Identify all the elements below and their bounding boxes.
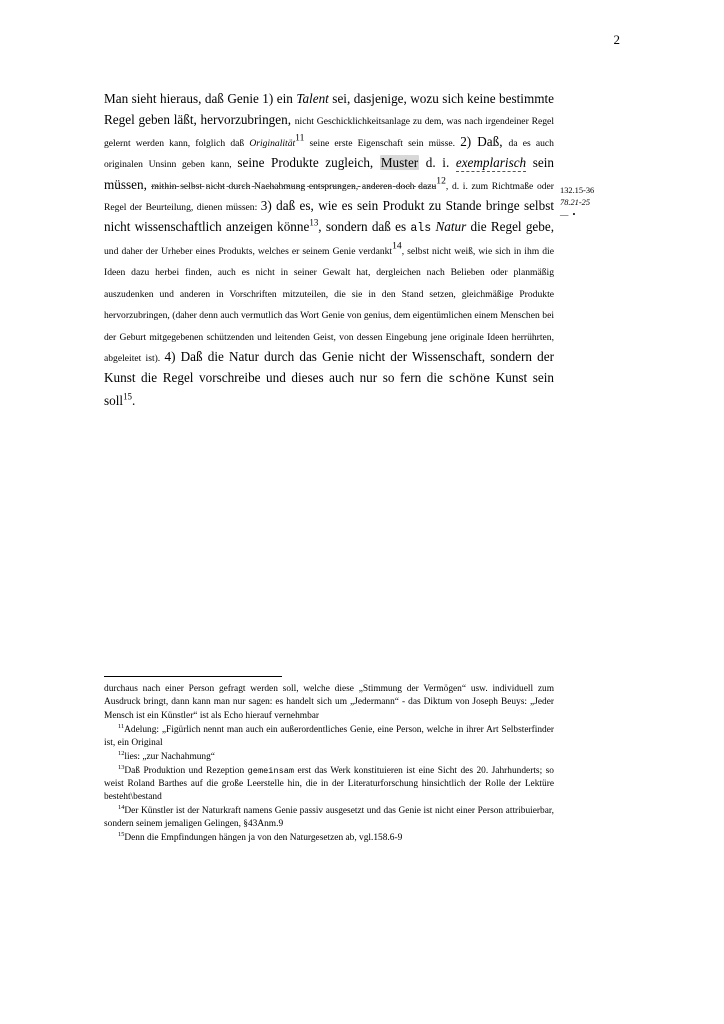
footnote-item: durchaus nach einer Person gefragt werden soll, welche diese „Stimmung der Vermögen“ usw. individuell zum Ausdruck bringt, dann kann man nur sagen: es handelt sich um „Jedermann“ - das Diktum von Joseph Beuys: „Jeder Mensch ist ein Künstler“ ist als Echo hierauf vernehmbar xyxy=(104,684,554,721)
italic-originalitaet: Originalität xyxy=(249,137,296,149)
footnote-marker-12: 12 xyxy=(118,749,125,757)
text-run: seine Produkte zugleich, xyxy=(237,155,380,171)
footnote-text: Der Künstler ist der Naturkraft namens Genie passiv ausgesetzt und das Genie ist nicht einer Person attribuierbar, sondern seinem jemaligen Gelingen, §43Anm.9 xyxy=(104,806,554,830)
footnote-marker-14: 14 xyxy=(118,803,125,811)
footnote-ref-15[interactable]: 15 xyxy=(123,391,133,402)
text-run: sei, dasjenige, wozu sich keine bestimmte Regel geben läßt, hervorzubringen, xyxy=(104,91,554,128)
footnote-ref-13[interactable]: 13 xyxy=(309,217,319,228)
struck-small-run: mithin selbst nicht durch Nachahmung entsprungen, anderen doch dazu xyxy=(151,180,437,192)
footnote-item xyxy=(104,805,554,832)
main-paragraph xyxy=(104,88,554,411)
footnote-ref-11[interactable]: 11 xyxy=(295,132,305,144)
margin-note-line-2: 78.21-25 xyxy=(560,198,591,208)
footnote-text: Denn die Empfindungen hängen ja von den Naturgesetzen ab, vgl.158.6-9 xyxy=(124,833,403,844)
small-text-run: , selbst nicht weiß, wie sich in ihm die Ideen dazu herbei finden, auch es nicht in seiner Gewalt hat, dergleichen nach Belieben oder planmäßig auszudenken und anderen in Vorschriften mitzuteilen, die sie in den Stand setzen, gleichmäßige Produkte hervorzubringen, (daher denn auch vermutlich das Wort Genie von genius, dem eigentümlichen einem Menschen bei der Geburt mitgegebenen schützenden und leitenden Geist, von dessen Eingebung jene originale Ideen herrührten, abgeleitet ist). xyxy=(104,246,554,364)
footnote-item xyxy=(104,765,554,805)
struck-small-run-2: , d. i. zum Richtmaße oder Regel der Beurteilung, dienen müssen: xyxy=(104,180,554,213)
text-run: 3) daß es, wie es sein Produkt zu Stande bringe selbst nicht wissenschaftlich anzeigen könne xyxy=(104,197,554,235)
page-number: 2 xyxy=(613,32,620,47)
footnote-item xyxy=(104,751,554,764)
text-run: , sondern daß es xyxy=(318,219,411,235)
text-run: sein müssen, xyxy=(104,155,554,192)
footnote-marker-13: 13 xyxy=(118,763,125,771)
mono-schoene: schöne xyxy=(448,373,491,387)
text-run: die Regel gebe, xyxy=(466,219,555,235)
footnotes-block xyxy=(104,683,554,846)
footnote-item xyxy=(104,832,554,845)
margin-reference-note xyxy=(560,185,710,222)
text-run: . xyxy=(132,393,136,409)
small-text-run: und daher der Urheber eines Produkts, welches er seinem Genie verdankt xyxy=(104,246,393,258)
text-run: 4) Daß die Natur durch das Genie nicht der Wissenschaft, sondern der Kunst die Regel vorschreibe und dieses auch nur so fern die xyxy=(104,348,554,386)
italic-talent: Talent xyxy=(296,91,329,106)
footnote-text: Adelung: „Figürlich nennt man auch ein außerordentliches Genie, eine Person, welche in ihrer Art Selbsterfinder ist, ein Original xyxy=(104,724,554,748)
footnote-mono-term: gemeinsam xyxy=(247,765,295,776)
text-run: Man sieht hieraus, daß Genie 1) ein xyxy=(104,91,297,106)
text-run: Kunst sein soll xyxy=(104,370,554,409)
footnote-text: lies: „zur Nachahmung“ xyxy=(124,751,215,762)
underlined-exemplarisch: exemplarisch xyxy=(455,155,527,171)
mono-als: als xyxy=(410,222,432,236)
highlight-muster: Muster xyxy=(380,155,419,171)
margin-note-line-3: — • xyxy=(560,210,577,220)
footnote-text: erst das Werk konstituieren ist eine Sicht des 20. Jahrhunderts; so weist Roland Barthes auf die große Leerstelle hin, die in der Literaturforschung hinsichtlich der Rolle der Lektüre besteht\bestand xyxy=(104,765,554,803)
footnote-ref-12[interactable]: 12 xyxy=(436,175,446,187)
italic-natur: Natur xyxy=(435,219,467,235)
footnote-marker-15: 15 xyxy=(118,831,125,839)
footnote-text: Daß Produktion und Rezeption xyxy=(124,765,248,776)
footnote-item xyxy=(104,724,554,751)
small-text-run: nicht Geschicklichkeitsanlage zu dem, was nach irgendeiner Regel gelernt werden kann, folglich daß xyxy=(104,116,554,149)
text-run: 2) Daß, xyxy=(460,133,509,149)
small-text-run: seine erste Eigenschaft sein müsse. xyxy=(304,137,461,149)
text-run: d. i. xyxy=(419,155,456,171)
footnote-ref-14[interactable]: 14 xyxy=(392,240,402,252)
margin-note-line-1: 132.15-36 xyxy=(560,186,595,195)
small-text-run: da es auch originalen Unsinn geben kann, xyxy=(104,137,554,171)
footnote-separator-rule xyxy=(104,676,282,677)
footnote-marker-11: 11 xyxy=(118,722,125,730)
